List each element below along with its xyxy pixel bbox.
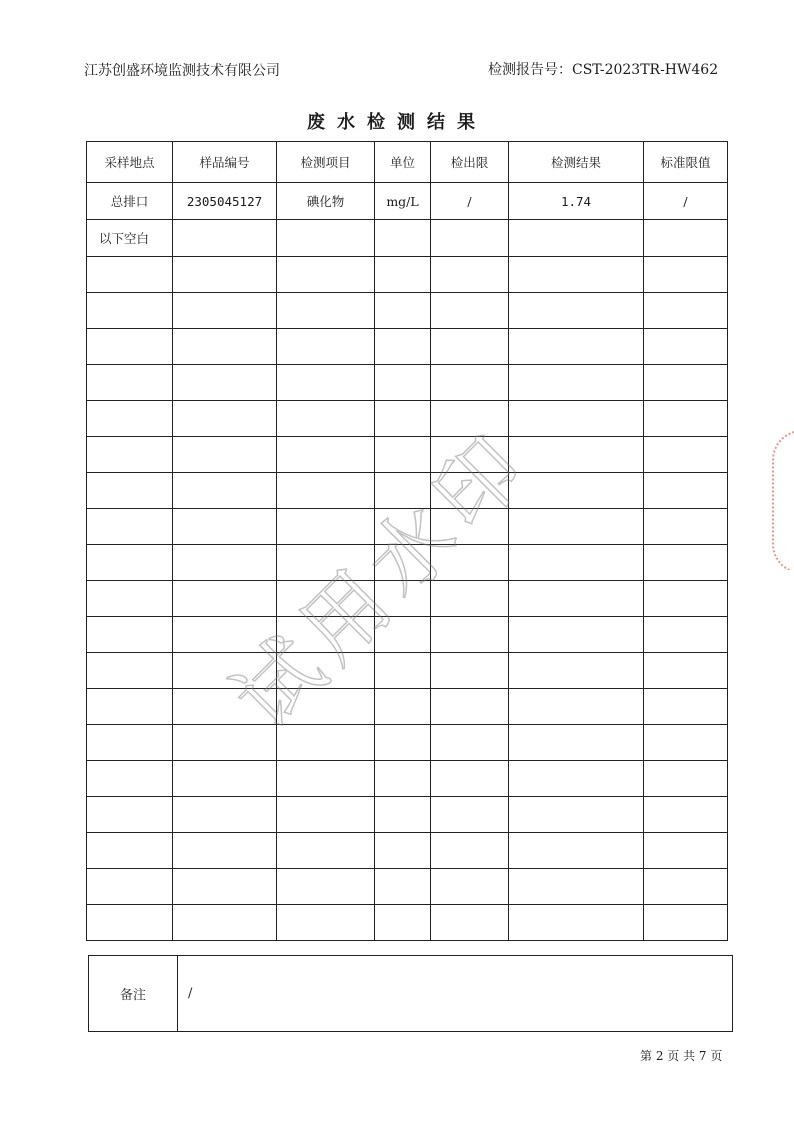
cell-empty xyxy=(644,365,728,401)
cell-empty xyxy=(431,761,509,797)
page-title: 废水检测结果 xyxy=(307,112,487,133)
cell-empty xyxy=(173,257,277,293)
cell-empty xyxy=(431,689,509,725)
cell-empty xyxy=(375,869,431,905)
cell-location: 总排口 xyxy=(87,183,173,220)
col-header-standard-limit: 标准限值 xyxy=(644,142,728,183)
cell-empty xyxy=(173,833,277,869)
empty-row xyxy=(87,293,728,329)
cell-empty xyxy=(173,437,277,473)
cell-empty xyxy=(277,833,375,869)
empty-row xyxy=(87,653,728,689)
col-header-location: 采样地点 xyxy=(87,142,173,183)
cell-empty xyxy=(87,617,173,653)
company-name: 江苏创盛环境监测技术有限公司 xyxy=(84,63,280,79)
empty-row xyxy=(87,689,728,725)
cell-empty xyxy=(644,617,728,653)
cell-empty xyxy=(87,329,173,365)
col-header-item: 检测项目 xyxy=(277,142,375,183)
seal-outline xyxy=(772,430,794,570)
cell-empty xyxy=(375,220,431,257)
cell-empty xyxy=(375,293,431,329)
cell-empty xyxy=(375,761,431,797)
cell-empty xyxy=(431,797,509,833)
trial-watermark: 试用水印 xyxy=(215,412,551,748)
cell-empty xyxy=(173,509,277,545)
cell-empty xyxy=(375,689,431,725)
empty-row xyxy=(87,869,728,905)
notes-label: 备注 xyxy=(89,956,178,1032)
col-header-result: 检测结果 xyxy=(509,142,644,183)
cell-empty xyxy=(87,365,173,401)
cell-empty xyxy=(431,617,509,653)
cell-empty xyxy=(87,653,173,689)
table-row xyxy=(87,183,728,220)
empty-row xyxy=(87,401,728,437)
cell-empty xyxy=(277,401,375,437)
col-header-unit: 单位 xyxy=(375,142,431,183)
cell-empty xyxy=(644,797,728,833)
cell-item: 碘化物 xyxy=(277,183,375,220)
cell-empty xyxy=(87,437,173,473)
cell-detection-limit: / xyxy=(431,183,509,220)
cell-empty xyxy=(173,329,277,365)
cell-empty xyxy=(277,797,375,833)
cell-empty xyxy=(277,437,375,473)
notes-value: / xyxy=(178,956,733,1032)
cell-empty xyxy=(375,401,431,437)
cell-empty xyxy=(277,220,375,257)
cell-sample-id: 2305045127 xyxy=(173,183,277,220)
col-header-detection-limit: 检出限 xyxy=(431,142,509,183)
cell-empty xyxy=(173,797,277,833)
empty-row xyxy=(87,833,728,869)
cell-empty xyxy=(375,329,431,365)
cell-empty xyxy=(173,725,277,761)
cell-empty xyxy=(277,257,375,293)
cell-empty xyxy=(87,401,173,437)
cell-result: 1.74 xyxy=(509,183,644,220)
cell-empty xyxy=(173,365,277,401)
col-header-sample-id: 样品编号 xyxy=(173,142,277,183)
cell-empty xyxy=(87,725,173,761)
cell-empty xyxy=(87,761,173,797)
cell-empty xyxy=(644,761,728,797)
cell-empty xyxy=(173,401,277,437)
cell-empty xyxy=(509,257,644,293)
cell-empty xyxy=(644,905,728,941)
cell-empty xyxy=(375,653,431,689)
cell-empty xyxy=(509,293,644,329)
cell-empty xyxy=(375,833,431,869)
cell-empty xyxy=(644,545,728,581)
cell-empty xyxy=(509,509,644,545)
cell-empty xyxy=(509,401,644,437)
cell-empty xyxy=(509,761,644,797)
notes-table xyxy=(88,955,733,1032)
cell-empty xyxy=(431,293,509,329)
cell-empty xyxy=(173,905,277,941)
cell-empty xyxy=(644,689,728,725)
cell-empty xyxy=(509,220,644,257)
cell-empty xyxy=(509,365,644,401)
cell-empty xyxy=(509,653,644,689)
cell-empty xyxy=(87,473,173,509)
cell-empty xyxy=(431,329,509,365)
cell-empty xyxy=(644,725,728,761)
cell-unit: mg/L xyxy=(375,183,431,220)
cell-empty xyxy=(375,365,431,401)
cell-empty xyxy=(173,869,277,905)
cell-empty xyxy=(431,905,509,941)
cell-empty xyxy=(87,689,173,725)
cell-empty xyxy=(509,581,644,617)
report-number: 检测报告号：CST-2023TR-HW462 xyxy=(488,62,719,78)
cell-empty xyxy=(644,473,728,509)
cell-empty xyxy=(277,293,375,329)
cell-empty xyxy=(277,329,375,365)
cell-empty xyxy=(431,257,509,293)
table-row xyxy=(87,220,728,257)
cell-empty xyxy=(277,365,375,401)
cell-empty xyxy=(87,293,173,329)
cell-empty xyxy=(87,509,173,545)
cell-empty xyxy=(375,905,431,941)
cell-empty xyxy=(644,401,728,437)
cell-empty xyxy=(431,869,509,905)
cell-empty xyxy=(375,797,431,833)
cell-empty xyxy=(644,509,728,545)
empty-row xyxy=(87,257,728,293)
cell-empty xyxy=(87,797,173,833)
cell-empty xyxy=(431,365,509,401)
page-number: 第 2 页 共 7 页 xyxy=(640,1049,723,1063)
cell-empty xyxy=(644,437,728,473)
empty-row xyxy=(87,329,728,365)
cell-empty xyxy=(375,257,431,293)
cell-empty xyxy=(173,545,277,581)
cell-empty xyxy=(509,617,644,653)
cell-empty xyxy=(644,329,728,365)
cell-empty xyxy=(509,797,644,833)
cell-empty xyxy=(87,833,173,869)
cell-empty xyxy=(87,869,173,905)
cell-empty xyxy=(173,220,277,257)
empty-row xyxy=(87,365,728,401)
cell-empty xyxy=(87,257,173,293)
cell-empty xyxy=(173,293,277,329)
empty-row xyxy=(87,725,728,761)
cell-empty xyxy=(644,833,728,869)
cell-empty xyxy=(644,293,728,329)
cell-empty xyxy=(431,833,509,869)
cell-blank-note: 以下空白 xyxy=(87,220,173,257)
cell-empty xyxy=(277,473,375,509)
empty-row xyxy=(87,905,728,941)
cell-empty xyxy=(173,473,277,509)
empty-row xyxy=(87,761,728,797)
cell-empty xyxy=(277,905,375,941)
cell-empty xyxy=(87,581,173,617)
cell-empty xyxy=(277,761,375,797)
cell-empty xyxy=(509,545,644,581)
empty-row xyxy=(87,797,728,833)
cell-empty xyxy=(509,329,644,365)
cell-empty xyxy=(644,869,728,905)
cell-empty xyxy=(431,653,509,689)
cell-empty xyxy=(173,761,277,797)
cell-empty xyxy=(644,653,728,689)
cell-empty xyxy=(509,833,644,869)
cell-empty xyxy=(509,725,644,761)
cell-empty xyxy=(644,220,728,257)
cell-empty xyxy=(277,869,375,905)
cell-empty xyxy=(509,869,644,905)
notes-row xyxy=(89,956,733,1032)
cell-empty xyxy=(644,257,728,293)
cell-empty xyxy=(431,220,509,257)
cell-empty xyxy=(644,581,728,617)
cell-standard-limit: / xyxy=(644,183,728,220)
header-row xyxy=(87,142,728,183)
cell-empty xyxy=(431,725,509,761)
cell-empty xyxy=(509,905,644,941)
seal-edge-stamp xyxy=(772,430,794,570)
cell-empty xyxy=(509,689,644,725)
cell-empty xyxy=(375,725,431,761)
cell-empty xyxy=(87,905,173,941)
cell-empty xyxy=(87,545,173,581)
